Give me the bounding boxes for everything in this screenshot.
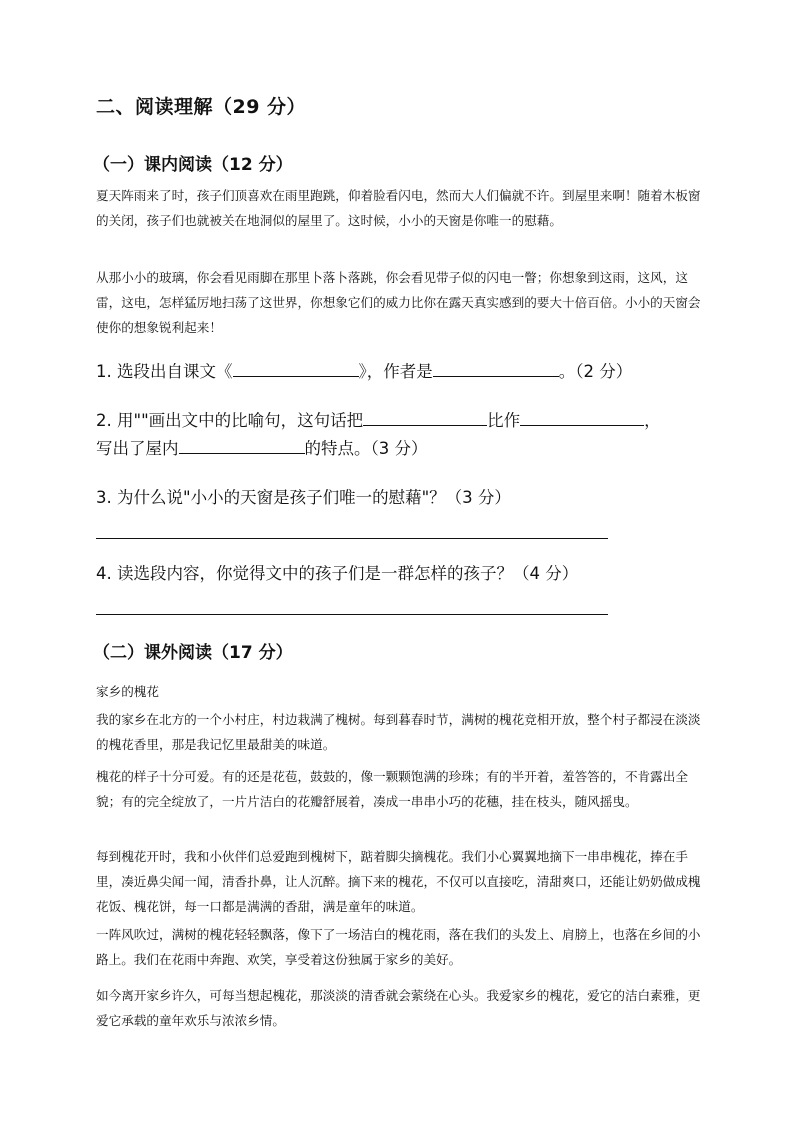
part2-paragraph-4: 一阵风吹过，满树的槐花轻轻飘落，像下了一场洁白的槐花雨，落在我们的头发上、肩膀上，也落在乡间的小路上。我们在花雨中奔跑、欢笑，享受着这份独属于家乡的美好。 bbox=[96, 927, 701, 967]
part2-title: （二）课外阅读（17 分） bbox=[93, 643, 293, 663]
question-2-line2-prefix: 写出了屋内 bbox=[96, 439, 179, 458]
question-3-answer-line[interactable] bbox=[96, 538, 608, 539]
article-title: 家乡的槐花 bbox=[96, 684, 159, 699]
question-2-middle: 比作 bbox=[487, 411, 521, 430]
question-2-prefix: 2. 用""画出文中的比喻句，这句话把 bbox=[96, 411, 364, 430]
question-1-blank-author[interactable] bbox=[433, 359, 559, 377]
question-2-line-2 bbox=[96, 435, 428, 459]
part1-title: （一）课内阅读（12 分） bbox=[93, 155, 293, 175]
question-2-blank-subject[interactable] bbox=[363, 408, 487, 426]
part2-paragraph-3: 每到槐花开时，我和小伙伴们总爱跑到槐树下，踮着脚尖摘槐花。我们小心翼翼地摘下一串串槐花，捧在手里，凑近鼻尖闻一闻，清香扑鼻，让人沉醉。摘下来的槐花，不仅可以直接吃，清甜爽口，还能让奶奶做成槐花饭、槐花饼，每一口都是满满的香甜，满是童年的味道。 bbox=[96, 849, 701, 914]
part2-paragraph-2: 槐花的样子十分可爱。有的还是花苞，鼓鼓的，像一颗颗饱满的珍珠；有的半开着，羞答答的，不肯露出全貌；有的完全绽放了，一片片洁白的花瓣舒展着，凑成一串串小巧的花穗，挂在枝头，随风摇曳。 bbox=[96, 769, 688, 809]
question-1-middle: 》，作者是 bbox=[358, 362, 433, 381]
part2-paragraph-5: 如今离开家乡许久，可每当想起槐花，那淡淡的清香就会萦绕在心头。我爱家乡的槐花，爱它的洁白素雅，更爱它承载的童年欢乐与浓浓乡情。 bbox=[96, 988, 701, 1028]
question-4-answer-line[interactable] bbox=[96, 614, 608, 615]
section-title: 二、阅读理解（29 分） bbox=[96, 96, 307, 118]
question-2-blank-feature[interactable] bbox=[179, 436, 305, 454]
question-4: 4. 读选段内容，你觉得文中的孩子们是一群怎样的孩子？（4 分） bbox=[96, 564, 579, 583]
question-2-line2-suffix: 的特点。（3 分） bbox=[304, 439, 428, 458]
part1-paragraph-2: 从那小小的玻璃，你会看见雨脚在那里卜落卜落跳，你会看见带子似的闪电一瞥；你想象到这雨，这风，这雷，这电，怎样猛厉地扫荡了这世界，你想象它们的威力比你在露天真实感到的要大十倍百倍。小小的天窗会使你的想象锐利起来！ bbox=[96, 270, 701, 335]
question-2-line-1 bbox=[96, 407, 661, 431]
question-3: 3. 为什么说"小小的天窗是孩子们唯一的慰藉"？（3 分） bbox=[96, 488, 511, 507]
question-2-blank-object[interactable] bbox=[520, 408, 644, 426]
part2-paragraph-1: 我的家乡在北方的一个小村庄，村边栽满了槐树。每到暮春时节，满树的槐花竞相开放，整个村子都浸在淡淡的槐花香里，那是我记忆里最甜美的味道。 bbox=[96, 712, 701, 752]
question-1 bbox=[96, 358, 632, 382]
question-2-suffix: ， bbox=[644, 411, 661, 430]
question-1-suffix: 。（2 分） bbox=[558, 362, 633, 381]
question-1-blank-title[interactable] bbox=[233, 359, 359, 377]
question-1-prefix: 1. 选段出自课文《 bbox=[96, 362, 233, 381]
part1-paragraph-1: 夏天阵雨来了时，孩子们顶喜欢在雨里跑跳，仰着脸看闪电，然而大人们偏就不许。到屋里来啊！随着木板窗的关闭，孩子们也就被关在地洞似的屋里了。这时候，小小的天窗是你唯一的慰藉。 bbox=[96, 188, 701, 228]
